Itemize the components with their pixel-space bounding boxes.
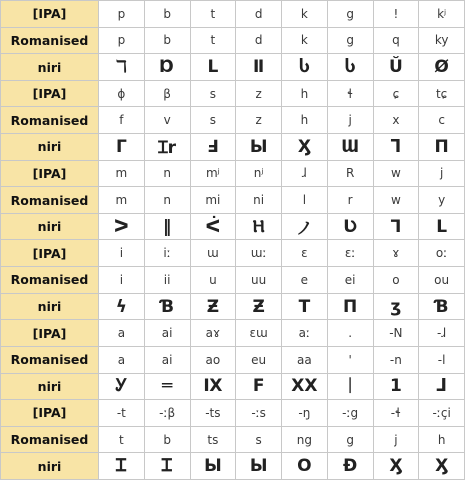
row-header-rom: Romanised <box>1 426 99 453</box>
ipa-cell: -ːg <box>327 400 373 427</box>
romanised-cell: b <box>144 426 190 453</box>
romanised-cell: l <box>282 187 328 214</box>
niri-glyph-cell: Ⅱ <box>236 54 282 81</box>
ipa-cell: g <box>327 1 373 28</box>
ipa-cell: aː <box>282 320 328 347</box>
niri-glyph-cell: ᛁ <box>327 373 373 400</box>
table-row-rom <box>1 187 465 214</box>
ipa-cell: -ːs <box>236 400 282 427</box>
romanised-cell: d <box>236 27 282 54</box>
romanised-cell: ng <box>282 426 328 453</box>
niri-glyph-cell: ϟ <box>99 293 145 320</box>
romanised-cell: g <box>327 426 373 453</box>
ipa-cell: p <box>99 1 145 28</box>
table-row-script <box>1 373 465 400</box>
niri-glyph-cell: ᒣ <box>373 134 419 161</box>
ipa-cell: -ɺ <box>419 320 465 347</box>
ipa-cell: ai <box>144 320 190 347</box>
romanised-cell: a <box>99 346 145 373</box>
ipa-cell: -ts <box>190 400 236 427</box>
romanised-cell: -n <box>373 346 419 373</box>
ipa-cell: s <box>190 80 236 107</box>
ipa-cell: -ŋ <box>282 400 328 427</box>
ipa-cell: ɤ <box>373 240 419 267</box>
niri-glyph-cell: Π <box>419 134 465 161</box>
niri-glyph-cell: Ꭹ <box>99 373 145 400</box>
romanised-cell: r <box>327 187 373 214</box>
romanised-cell: q <box>373 27 419 54</box>
niri-glyph-cell: Ⲏ <box>236 213 282 240</box>
ipa-cell: -ɬ <box>373 400 419 427</box>
niri-glyph-cell: Ⅼ <box>190 54 236 81</box>
ipa-cell: -N <box>373 320 419 347</box>
niri-glyph-cell: Ɒ <box>144 54 190 81</box>
niri-glyph-cell: Π <box>327 293 373 320</box>
ipa-cell: t <box>190 1 236 28</box>
row-header-rom: Romanised <box>1 346 99 373</box>
row-header-rom: Romanised <box>1 187 99 214</box>
ipa-cell: ɸ <box>99 80 145 107</box>
ipa-cell: b <box>144 1 190 28</box>
table-row-ipa <box>1 320 465 347</box>
romanised-cell: ou <box>419 267 465 294</box>
romanised-cell: x <box>373 107 419 134</box>
niri-glyph-cell: ᒧ <box>419 373 465 400</box>
ipa-cell: -ːβ <box>144 400 190 427</box>
ipa-cell: z <box>236 80 282 107</box>
niri-glyph-cell: ᐳ <box>99 213 145 240</box>
romanised-cell: eu <box>236 346 282 373</box>
niri-glyph-cell: Ⅎ <box>190 134 236 161</box>
romanised-cell: o <box>373 267 419 294</box>
row-header-rom: Romanised <box>1 267 99 294</box>
romanised-cell: v <box>144 107 190 134</box>
niri-glyph-cell: ═ <box>144 373 190 400</box>
niri-glyph-cell: Ƶ <box>236 293 282 320</box>
table-row-ipa <box>1 400 465 427</box>
ipa-cell: ɕ <box>373 80 419 107</box>
niri-glyph-cell: Γ <box>99 134 145 161</box>
table-row-script <box>1 134 465 161</box>
romanised-cell: ky <box>419 27 465 54</box>
romanised-cell: k <box>282 27 328 54</box>
table-row-ipa <box>1 1 465 28</box>
romanised-cell: j <box>327 107 373 134</box>
ipa-cell: -ːçi <box>419 400 465 427</box>
ipa-cell: . <box>327 320 373 347</box>
niri-glyph-cell: Ꮖ <box>144 453 190 480</box>
romanised-cell: u <box>190 267 236 294</box>
romanised-cell: aa <box>282 346 328 373</box>
romanised-cell: b <box>144 27 190 54</box>
ipa-cell: i <box>99 240 145 267</box>
ipa-cell: tɕ <box>419 80 465 107</box>
row-header-ipa: [IPA] <box>1 160 99 187</box>
ipa-cell: n <box>144 160 190 187</box>
table-row-rom <box>1 267 465 294</box>
table-row-script <box>1 213 465 240</box>
romanised-cell: s <box>190 107 236 134</box>
niri-glyph-cell: Ø <box>419 54 465 81</box>
ipa-cell: nʲ <box>236 160 282 187</box>
ipa-cell: w <box>373 160 419 187</box>
romanised-cell: z <box>236 107 282 134</box>
niri-glyph-cell: Ƶ <box>190 293 236 320</box>
romanised-cell: m <box>99 187 145 214</box>
romanised-cell: g <box>327 27 373 54</box>
niri-glyph-cell: ノ <box>282 213 328 240</box>
niri-glyph-cell: Ӽ <box>373 453 419 480</box>
table-row-rom <box>1 107 465 134</box>
niri-glyph-cell: Ŭ <box>373 54 419 81</box>
table-row-rom <box>1 346 465 373</box>
ipa-cell: a <box>99 320 145 347</box>
table-body <box>1 1 465 480</box>
niri-glyph-cell: Ɯ <box>327 134 373 161</box>
ipa-cell: kʲ <box>419 1 465 28</box>
row-header-ipa: [IPA] <box>1 400 99 427</box>
romanised-cell: ts <box>190 426 236 453</box>
romanised-cell: ai <box>144 346 190 373</box>
niri-glyph-cell: Ы <box>236 134 282 161</box>
romanised-cell: s <box>236 426 282 453</box>
ipa-cell: oː <box>419 240 465 267</box>
romanised-cell: n <box>144 187 190 214</box>
niri-glyph-cell: Ꞁ <box>373 213 419 240</box>
row-header-ipa: [IPA] <box>1 1 99 28</box>
ipa-cell: ɛː <box>327 240 373 267</box>
niri-glyph-cell: T <box>282 293 328 320</box>
table-row-script <box>1 54 465 81</box>
ipa-cell: β <box>144 80 190 107</box>
niri-glyph-cell: O <box>282 453 328 480</box>
row-header-script: niri <box>1 213 99 240</box>
romanised-cell: mi <box>190 187 236 214</box>
ipa-cell: k <box>282 1 328 28</box>
romanised-cell: -l <box>419 346 465 373</box>
niri-glyph-cell: Ɓ <box>419 293 465 320</box>
ipa-cell: iː <box>144 240 190 267</box>
table-row-rom <box>1 27 465 54</box>
ipa-cell: h <box>282 80 328 107</box>
niri-glyph-cell: Ы <box>236 453 282 480</box>
ipa-cell: R <box>327 160 373 187</box>
ipa-cell: j <box>419 160 465 187</box>
romanised-cell: p <box>99 27 145 54</box>
romanised-cell: h <box>282 107 328 134</box>
romanised-cell: f <box>99 107 145 134</box>
niri-glyph-cell: Ꮖ <box>99 453 145 480</box>
ipa-cell: -t <box>99 400 145 427</box>
row-header-ipa: [IPA] <box>1 240 99 267</box>
niri-glyph-cell: Ы <box>190 453 236 480</box>
table-row-script <box>1 293 465 320</box>
niri-glyph-cell: Ⅸ <box>190 373 236 400</box>
row-header-script: niri <box>1 453 99 480</box>
row-header-script: niri <box>1 373 99 400</box>
ipa-cell: ɺ <box>282 160 328 187</box>
ipa-cell: aɤ <box>190 320 236 347</box>
romanised-cell: w <box>373 187 419 214</box>
niri-glyph-cell: ℸ <box>99 54 145 81</box>
ipa-cell: ɛ <box>282 240 328 267</box>
niri-glyph-cell: ʒ <box>373 293 419 320</box>
romanised-cell: e <box>282 267 328 294</box>
romanised-cell: j <box>373 426 419 453</box>
romanised-cell: ni <box>236 187 282 214</box>
row-header-script: niri <box>1 134 99 161</box>
niri-glyph-cell: 1 <box>373 373 419 400</box>
romanised-cell: ao <box>190 346 236 373</box>
table-row-ipa <box>1 80 465 107</box>
table-row-script <box>1 453 465 480</box>
ipa-cell: m <box>99 160 145 187</box>
row-header-script: niri <box>1 293 99 320</box>
row-header-rom: Romanised <box>1 107 99 134</box>
row-header-script: niri <box>1 54 99 81</box>
ipa-cell: ɛɯ <box>236 320 282 347</box>
niri-glyph-cell: L <box>419 213 465 240</box>
romanised-cell: i <box>99 267 145 294</box>
table-row-rom <box>1 426 465 453</box>
niri-glyph-cell: Ӽ <box>282 134 328 161</box>
romanised-cell: t <box>190 27 236 54</box>
romanised-cell: ei <box>327 267 373 294</box>
row-header-rom: Romanised <box>1 27 99 54</box>
table-row-ipa <box>1 160 465 187</box>
romanised-cell: t <box>99 426 145 453</box>
ipa-cell: d <box>236 1 282 28</box>
row-header-ipa: [IPA] <box>1 80 99 107</box>
row-header-ipa: [IPA] <box>1 320 99 347</box>
ipa-cell: mʲ <box>190 160 236 187</box>
niri-glyph-cell: F <box>236 373 282 400</box>
romanised-cell: uu <box>236 267 282 294</box>
romanised-cell: h <box>419 426 465 453</box>
niri-glyph-cell: ‖ <box>144 213 190 240</box>
niri-glyph-cell: Ⴑ <box>282 54 328 81</box>
ipa-cell: ɯː <box>236 240 282 267</box>
ipa-cell: ɬ <box>327 80 373 107</box>
romanised-cell: ' <box>327 346 373 373</box>
table-row-ipa <box>1 240 465 267</box>
ipa-cell: ! <box>373 1 419 28</box>
niri-glyph-cell: Ɓ <box>144 293 190 320</box>
niri-glyph-cell: ᐹ <box>190 213 236 240</box>
romanised-cell: c <box>419 107 465 134</box>
niri-glyph-cell: Ð <box>327 453 373 480</box>
romanised-cell: y <box>419 187 465 214</box>
niri-glyph-cell: Ӽ <box>419 453 465 480</box>
niri-glyph-cell: ⅩⅩ <box>282 373 328 400</box>
ipa-cell: ɯ <box>190 240 236 267</box>
niri-glyph-cell: Ɪr <box>144 134 190 161</box>
niri-glyph-cell: Ⴑ <box>327 54 373 81</box>
romanised-cell: ii <box>144 267 190 294</box>
niri-glyph-cell: Ʋ <box>327 213 373 240</box>
